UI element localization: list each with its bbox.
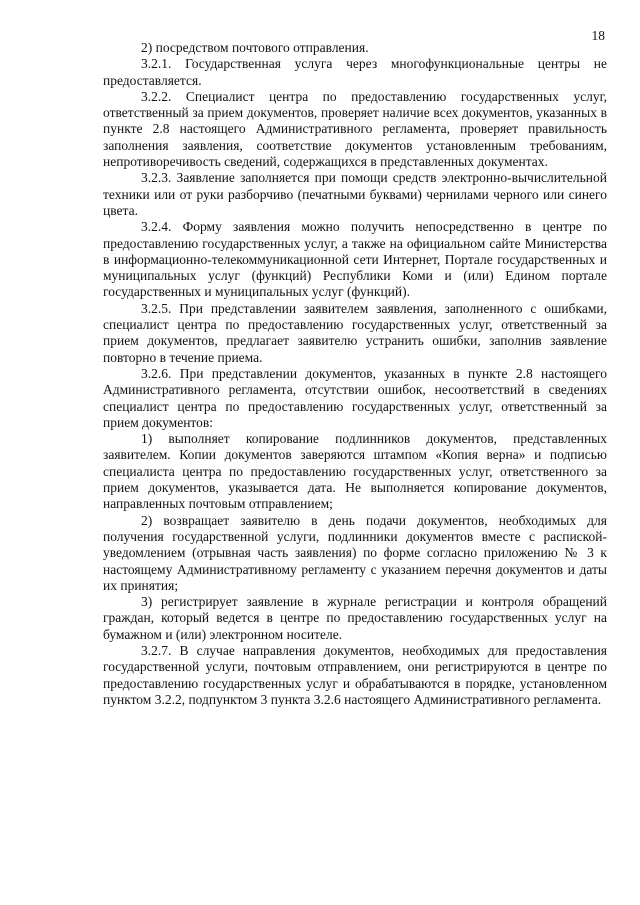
paragraph-1: 2) посредством почтового отправления. — [141, 40, 369, 55]
paragraph-3-2-6: 3.2.6. При представлении документов, указанных в пункте 2.8 настоящего Административного регламента, отсутствии ошибок, несоответствий в сведениях специалист центра по предоставлению государственных услуг, ответственный за прием документов: — [103, 365, 607, 430]
paragraph-item-3: 3) регистрирует заявление в журнале регистрации и контроля обращений граждан, который ведется в центре по предоставлению государственных услуг на бумажном и (или) электронном носителе. — [103, 594, 607, 642]
document-body — [103, 40, 607, 708]
paragraph-3-2-1: 3.2.1. Государственная услуга через многофункциональные центры не предоставляется. — [103, 56, 607, 88]
page-number: 18 — [591, 28, 605, 43]
paragraph-3-2-3: 3.2.3. Заявление заполняется при помощи средств электронно-вычислительной техники или от руки разборчиво (печатными буквами) чернилами черного или синего цвета. — [103, 170, 607, 218]
paragraph-item-2: 2) возвращает заявителю в день подачи документов, необходимых для получения государственной услуги, подлинники документов вместе с распиской-уведомлением (отрывная часть заявления) по форме согласно приложению № 3 к настоящему Административному регламенту с указанием перечня документов и даты их принятия; — [103, 512, 607, 593]
paragraph-3-2-7: 3.2.7. В случае направления документов, необходимых для предоставления государственной услуги, почтовым отправлением, они регистрируются в центре по предоставлению государственных услуг и обрабатываются в порядке, установленном пунктом 3.2.2, подпунктом 3 пункта 3.2.6 настоящего Административного регламента. — [103, 642, 607, 707]
paragraph-3-2-2: 3.2.2. Специалист центра по предоставлению государственных услуг, ответственный за прием документов, проверяет наличие всех документов, указанных в пункте 2.8 настоящего Административного регламента, проверяет правильность заполнения заявления, соответствие документов установленным требованиям, непротиворечивость сведений, содержащихся в представленных документах. — [103, 88, 607, 170]
paragraph-item-1: 1) выполняет копирование подлинников документов, представленных заявителем. Копии документов заверяются штампом «Копия верна» и подписью специалиста центра по предоставлению государственных услуг, ответственного за прием документов, указывается дата. Не выполняется копирование документов, направленных почтовым отправлением; — [103, 431, 607, 512]
paragraph-3-2-4: 3.2.4. Форму заявления можно получить непосредственно в центре по предоставлению государственных услуг, а также на официальном сайте Министерства в информационно-телекоммуникационной сети Интернет, Портале государственных и муниципальных услуг (функций) Республики Коми и (или) Едином портале государственных и муниципальных услуг (функций). — [103, 219, 607, 300]
paragraph-3-2-5: 3.2.5. При представлении заявителем заявления, заполненного с ошибками, специалист центра по предоставлению государственных услуг, ответственный за прием документов, предлагает заявителю устранить ошибки, заполнив заявление повторно в течение приема. — [103, 300, 607, 365]
